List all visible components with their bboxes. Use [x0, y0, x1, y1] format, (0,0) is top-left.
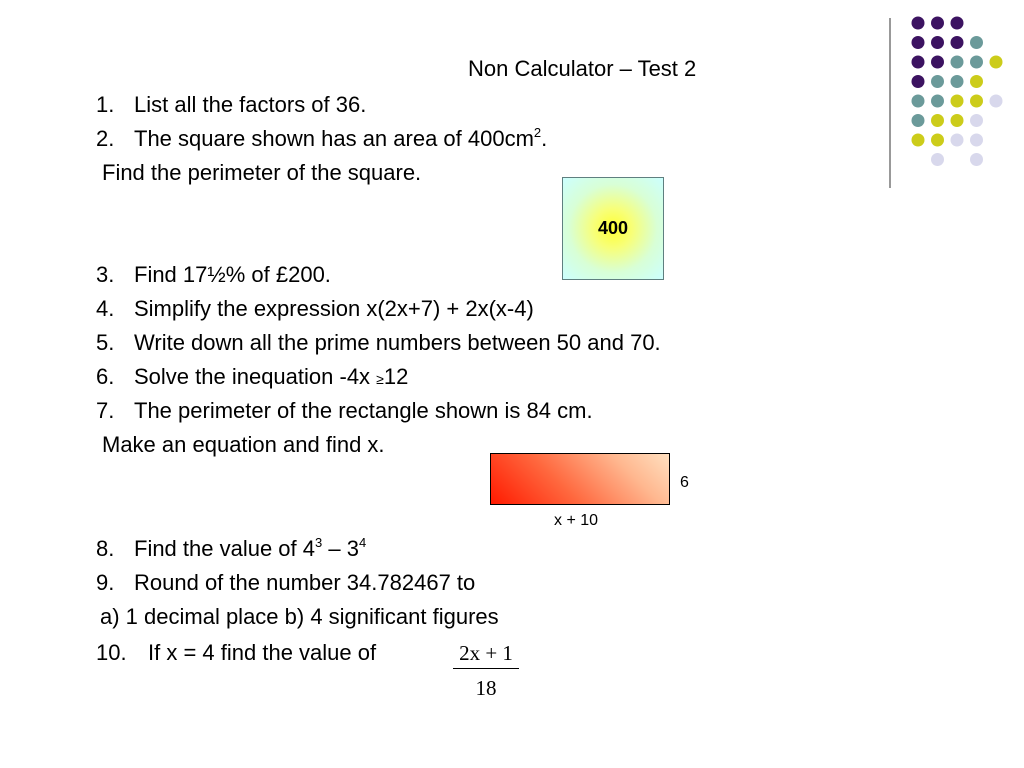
question-text: Simplify the expression x(2x+7) + 2x(x-4): [134, 296, 534, 321]
question-number: 7.: [96, 398, 115, 423]
question-number: 10.: [96, 640, 127, 665]
question-number: 3.: [96, 262, 115, 287]
decorative-dot: [970, 134, 983, 147]
decorative-dot: [912, 114, 925, 127]
fraction-bar: [453, 668, 519, 669]
question-text: Find 17½% of £200.: [134, 262, 331, 287]
decorative-dot: [951, 114, 964, 127]
decorative-dot: [951, 17, 964, 30]
decorative-dot: [931, 153, 944, 166]
decorative-dot: [912, 36, 925, 49]
question-6: [96, 362, 408, 394]
question-2-line-2: Find the perimeter of the square.: [102, 160, 422, 185]
question-7: [96, 396, 593, 426]
question-text: Round of the number 34.782467 to: [134, 570, 476, 595]
page-title: Non Calculator – Test 2: [468, 56, 697, 81]
question-number: 8.: [96, 536, 115, 561]
decorative-dot: [970, 95, 983, 108]
question-text: The square shown has an area of 400cm: [134, 126, 534, 151]
decorative-dot: [970, 114, 983, 127]
question-text-mid: – 3: [322, 536, 359, 561]
question-number: 6.: [96, 364, 115, 389]
superscript: 2: [533, 125, 542, 140]
decorative-dot: [970, 36, 983, 49]
question-text: Find the value of 4: [134, 536, 316, 561]
decorative-dot: [990, 56, 1003, 69]
decorative-dot: [912, 56, 925, 69]
superscript: 4: [358, 535, 367, 550]
question-text: List all the factors of 36.: [134, 92, 367, 117]
question-text: Write down all the prime numbers between 50 and 70.: [134, 330, 661, 355]
question-4: [96, 294, 534, 324]
decorative-dot: [912, 95, 925, 108]
decorative-dot: [951, 56, 964, 69]
question-2: [96, 124, 547, 154]
question-number: 5.: [96, 330, 115, 355]
inequality-value: 12: [383, 364, 409, 389]
question-10: [96, 638, 376, 668]
question-3: [96, 260, 331, 290]
rectangle-width-label: x + 10: [554, 512, 599, 529]
decorative-dot: [931, 75, 944, 88]
question-number: 2.: [96, 126, 115, 151]
decorative-dot: [970, 75, 983, 88]
decorative-dot: [970, 56, 983, 69]
decorative-dot: [912, 17, 925, 30]
rectangle-height-label: 6: [680, 474, 689, 491]
decorative-dot: [912, 134, 925, 147]
question-text: The perimeter of the rectangle shown is 84 cm.: [134, 398, 593, 423]
superscript: 3: [315, 535, 323, 550]
decorative-dot: [951, 95, 964, 108]
decorative-dot: [990, 95, 1003, 108]
decorative-dot: [931, 36, 944, 49]
decorative-dot: [931, 114, 944, 127]
question-1: [96, 90, 366, 120]
question-text-end: .: [541, 126, 548, 151]
question-number: 4.: [96, 296, 115, 321]
decorative-dot: [931, 134, 944, 147]
divider-line: [889, 18, 891, 188]
question-number: 9.: [96, 570, 115, 595]
decorative-dot: [951, 75, 964, 88]
question-5: [96, 328, 661, 358]
fraction-denominator: 18: [475, 676, 497, 700]
decorative-dot: [931, 95, 944, 108]
decorative-dot: [931, 17, 944, 30]
rectangle-diagram: [490, 453, 670, 505]
question-text: Solve the inequation -4x: [134, 364, 377, 389]
question-8: [96, 534, 366, 564]
question-text: If x = 4 find the value of: [148, 640, 377, 665]
square-diagram: [562, 177, 664, 280]
decorative-dot: [970, 153, 983, 166]
decorative-dot: [951, 36, 964, 49]
fraction-numerator: 2x + 1: [459, 641, 513, 665]
question-9: [96, 568, 475, 598]
inequality-symbol: ≥: [376, 371, 384, 387]
question-9-line-2: a) 1 decimal place b) 4 significant figures: [100, 604, 499, 629]
question-7-line-2: Make an equation and find x.: [102, 432, 385, 457]
square-area-label: 400: [597, 218, 629, 238]
fraction: [453, 640, 519, 701]
question-number: 1.: [96, 92, 115, 117]
decorative-dot: [951, 134, 964, 147]
decorative-dot: [912, 75, 925, 88]
decorative-dot: [931, 56, 944, 69]
